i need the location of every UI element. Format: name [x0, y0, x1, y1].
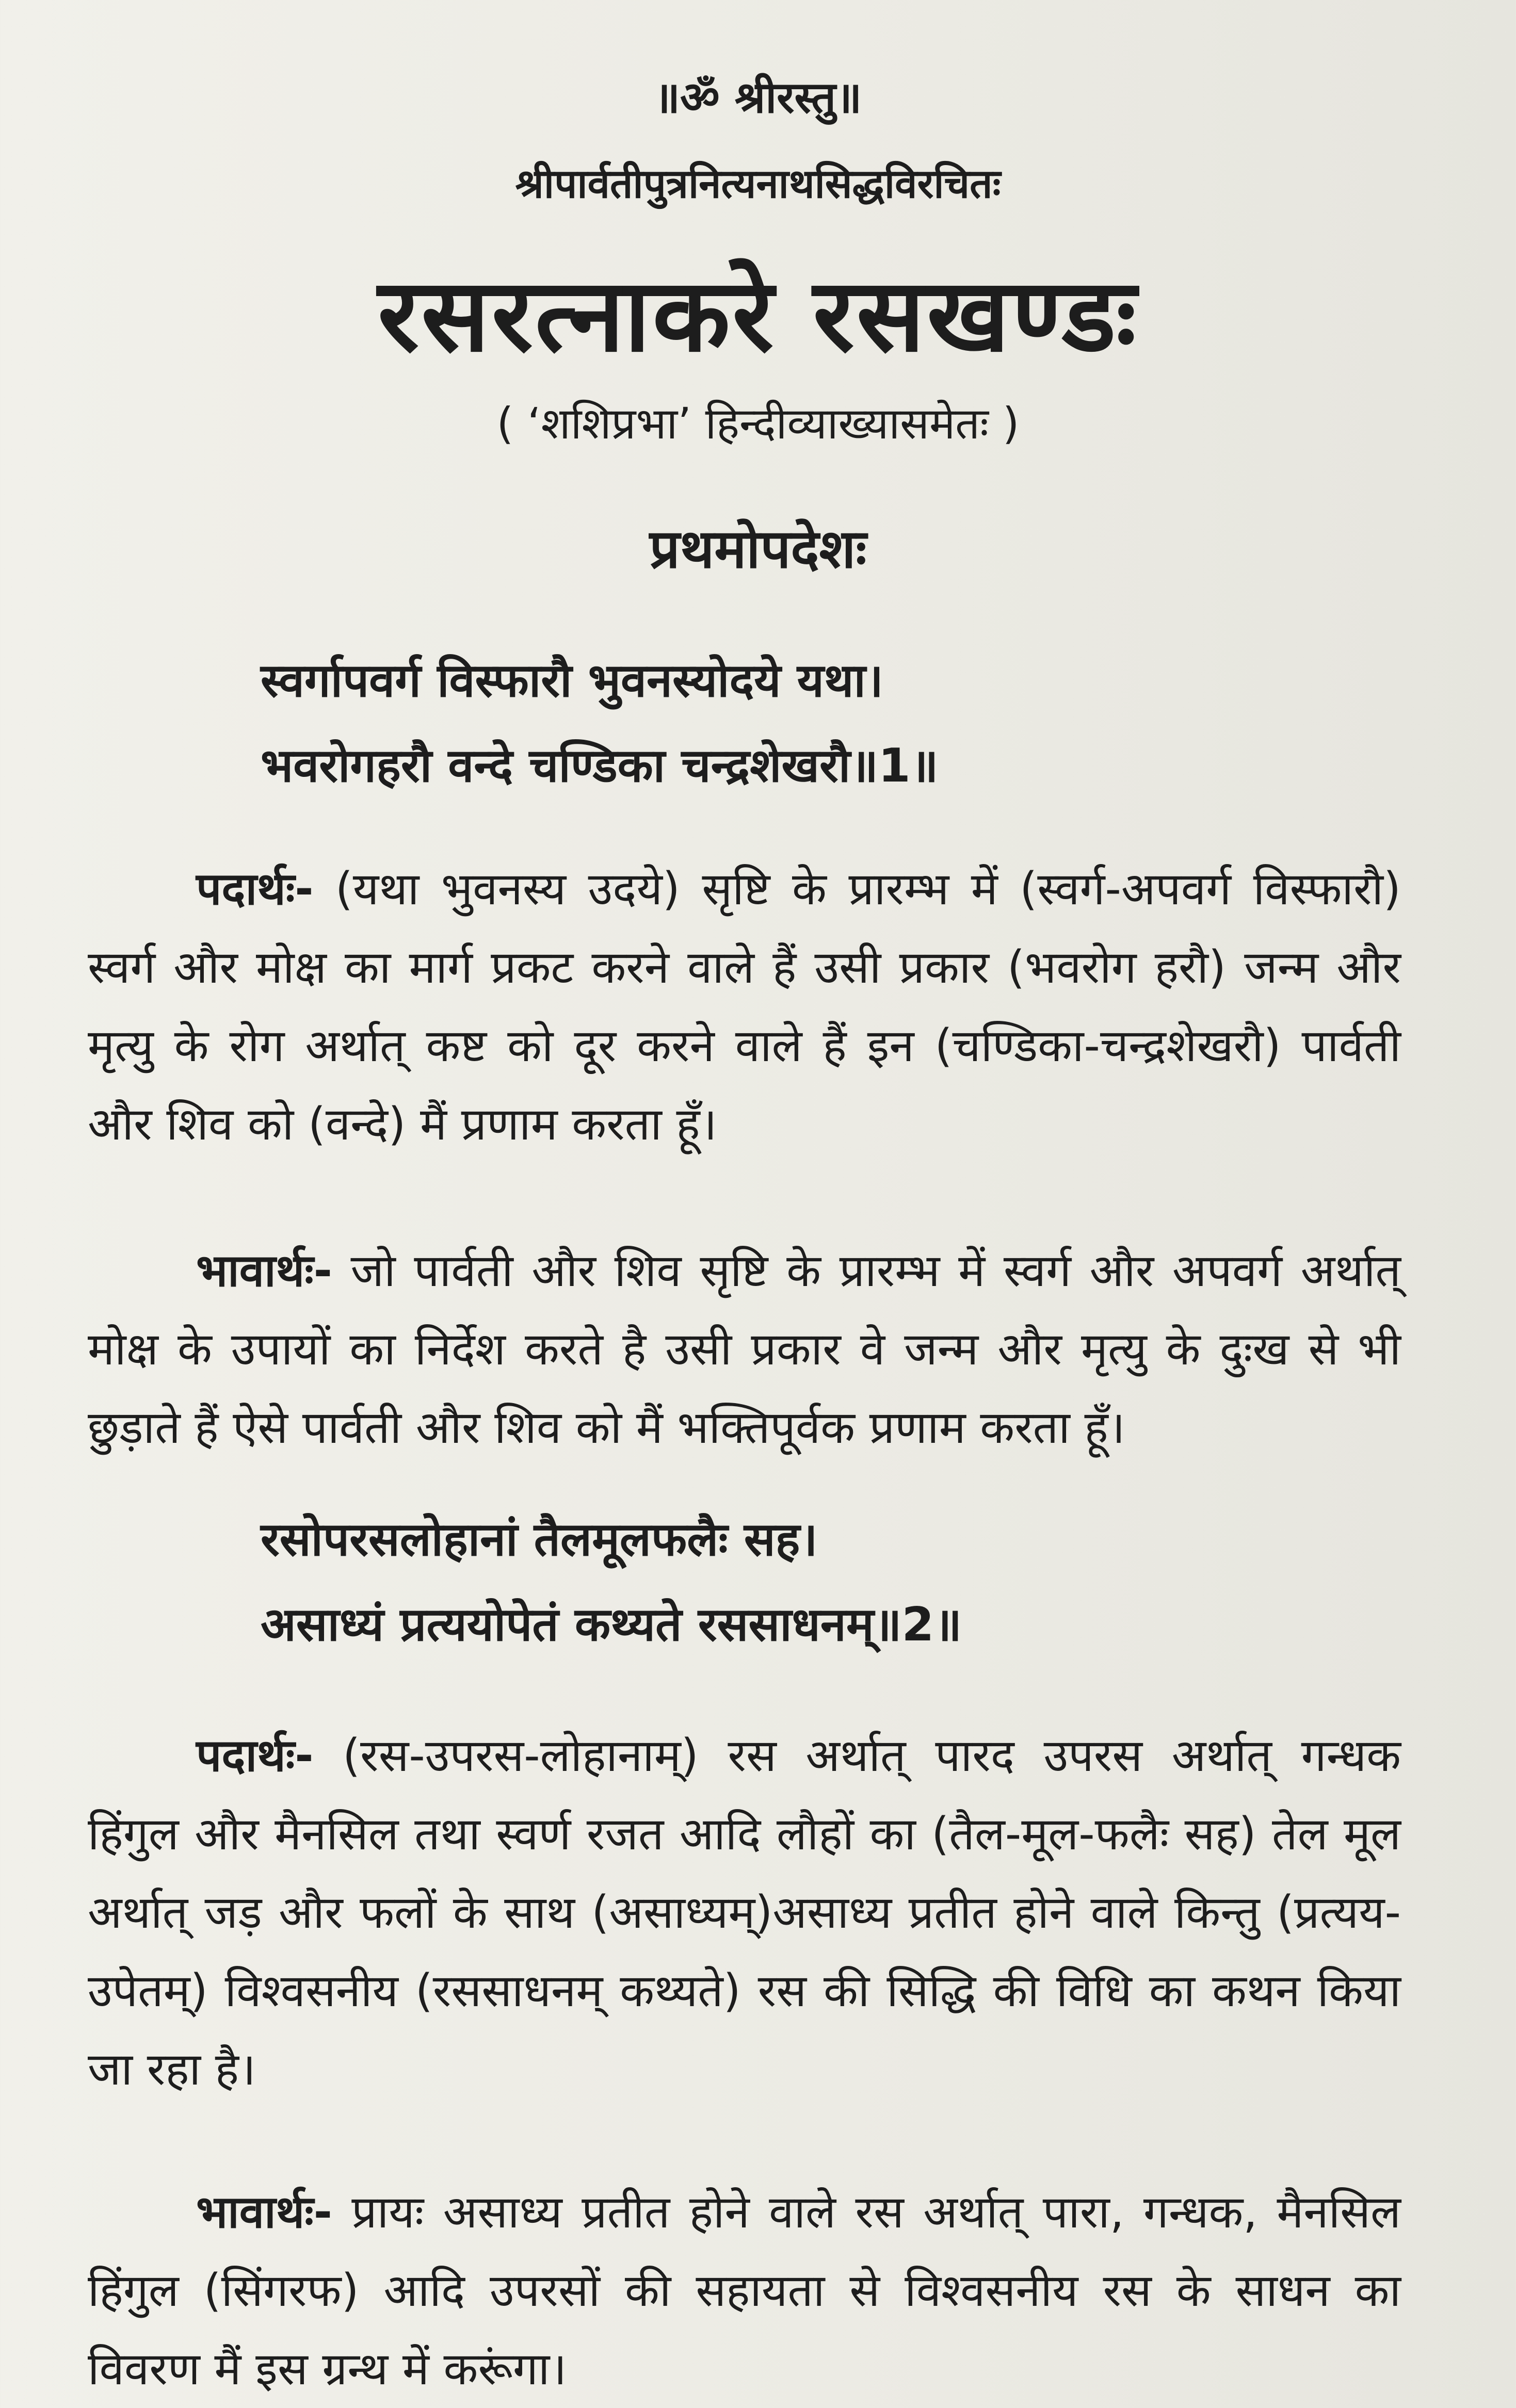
paragraph-text: (रस-उपरस-लोहानाम्) रस अर्थात् पारद उपरस अर्थात् गन्धक हिंगुल और मैनसिल तथा स्वर्ण रजत आदि लौहों का (तैल-मूल-फलैः सह) तेल मूल अर्थात् जड़ और फलों के साथ (असाध्यम्)असाध्य प्रतीत होने वाले किन्तु (प्रत्यय-उपेतम्) विश्वसनीय (रससाधनम् कथ्यते) रस की सिद्धि की विधि का कथन किया जा रहा है।	[88, 1729, 1401, 2095]
chapter-heading: प्रथमोपदेशः	[649, 517, 867, 580]
paragraph-text: (यथा भुवनस्य उदये) सृष्टि के प्रारम्भ में (स्वर्ग-अपवर्ग विस्फारौ) स्वर्ग और मोक्ष का मार्ग प्रकट करने वाले हैं उसी प्रकार (भवरोग हरौ) जन्म और मृत्यु के रोग अर्थात् कष्ट को दूर करने वाले हैं इन (चण्डिका-चन्द्रशेखरौ) पार्वती और शिव को (वन्दे) मैं प्रणाम करता हूँ।	[88, 863, 1401, 1150]
verse-2-line-2: असाध्यं प्रत्ययोपेतं कथ्यते रससाधनम्॥2॥	[261, 1598, 962, 1652]
explanation-paragraph-2	[88, 2173, 1401, 2408]
paragraph-label: भावार्थः-	[196, 2186, 332, 2238]
author-line: श्रीपार्वतीपुत्रनित्यनाथसिद्धविरचितः	[515, 161, 1001, 207]
paragraph-label: पदार्थः-	[196, 863, 314, 915]
word-meaning-paragraph-2	[88, 1716, 1401, 2108]
paragraph-text: जो पार्वती और शिव सृष्टि के प्रारम्भ में स्वर्ग और अपवर्ग अर्थात् मोक्ष के उपायों का निर्देश करते है उसी प्रकार वे जन्म और मृत्यु के दुःख से भी छुड़ाते हैं ऐसे पार्वती और शिव को मैं भक्तिपूर्वक प्रणाम करता हूँ।	[88, 1244, 1401, 1454]
paragraph-label: भावार्थः-	[196, 1244, 332, 1297]
verse-2-line-1: रसोपरसलोहानां तैलमूलफलैः सह।	[261, 1512, 818, 1567]
word-meaning-paragraph-1	[88, 850, 1401, 1163]
invocation-line: ॥ॐ श्रीरस्तु॥	[654, 72, 862, 123]
verse-1-line-1: स्वर्गापवर्ग विस्फारौ भुवनस्योदये यथा।	[261, 654, 883, 708]
paragraph-text: प्रायः असाध्य प्रतीत होने वाले रस अर्थात् पारा, गन्धक, मैनसिल हिंगुल (सिंगरफ) आदि उपरसों की सहायता से विश्वसनीय रस के साधन का विवरण मैं इस ग्रन्थ में करूंगा।	[88, 2186, 1401, 2395]
paragraph-label: पदार्थः-	[196, 1729, 314, 1782]
book-title: रसरत्नाकरे रसखण्डः	[377, 257, 1138, 375]
commentary-subtitle: ( ‘शशिप्रभा’ हिन्दीव्याख्यासमेतः )	[496, 398, 1020, 449]
verse-1-line-2: भवरोगहरौ वन्दे चण्डिका चन्द्रशेखरौ॥1॥	[261, 739, 939, 793]
explanation-paragraph-1	[88, 1231, 1401, 1467]
